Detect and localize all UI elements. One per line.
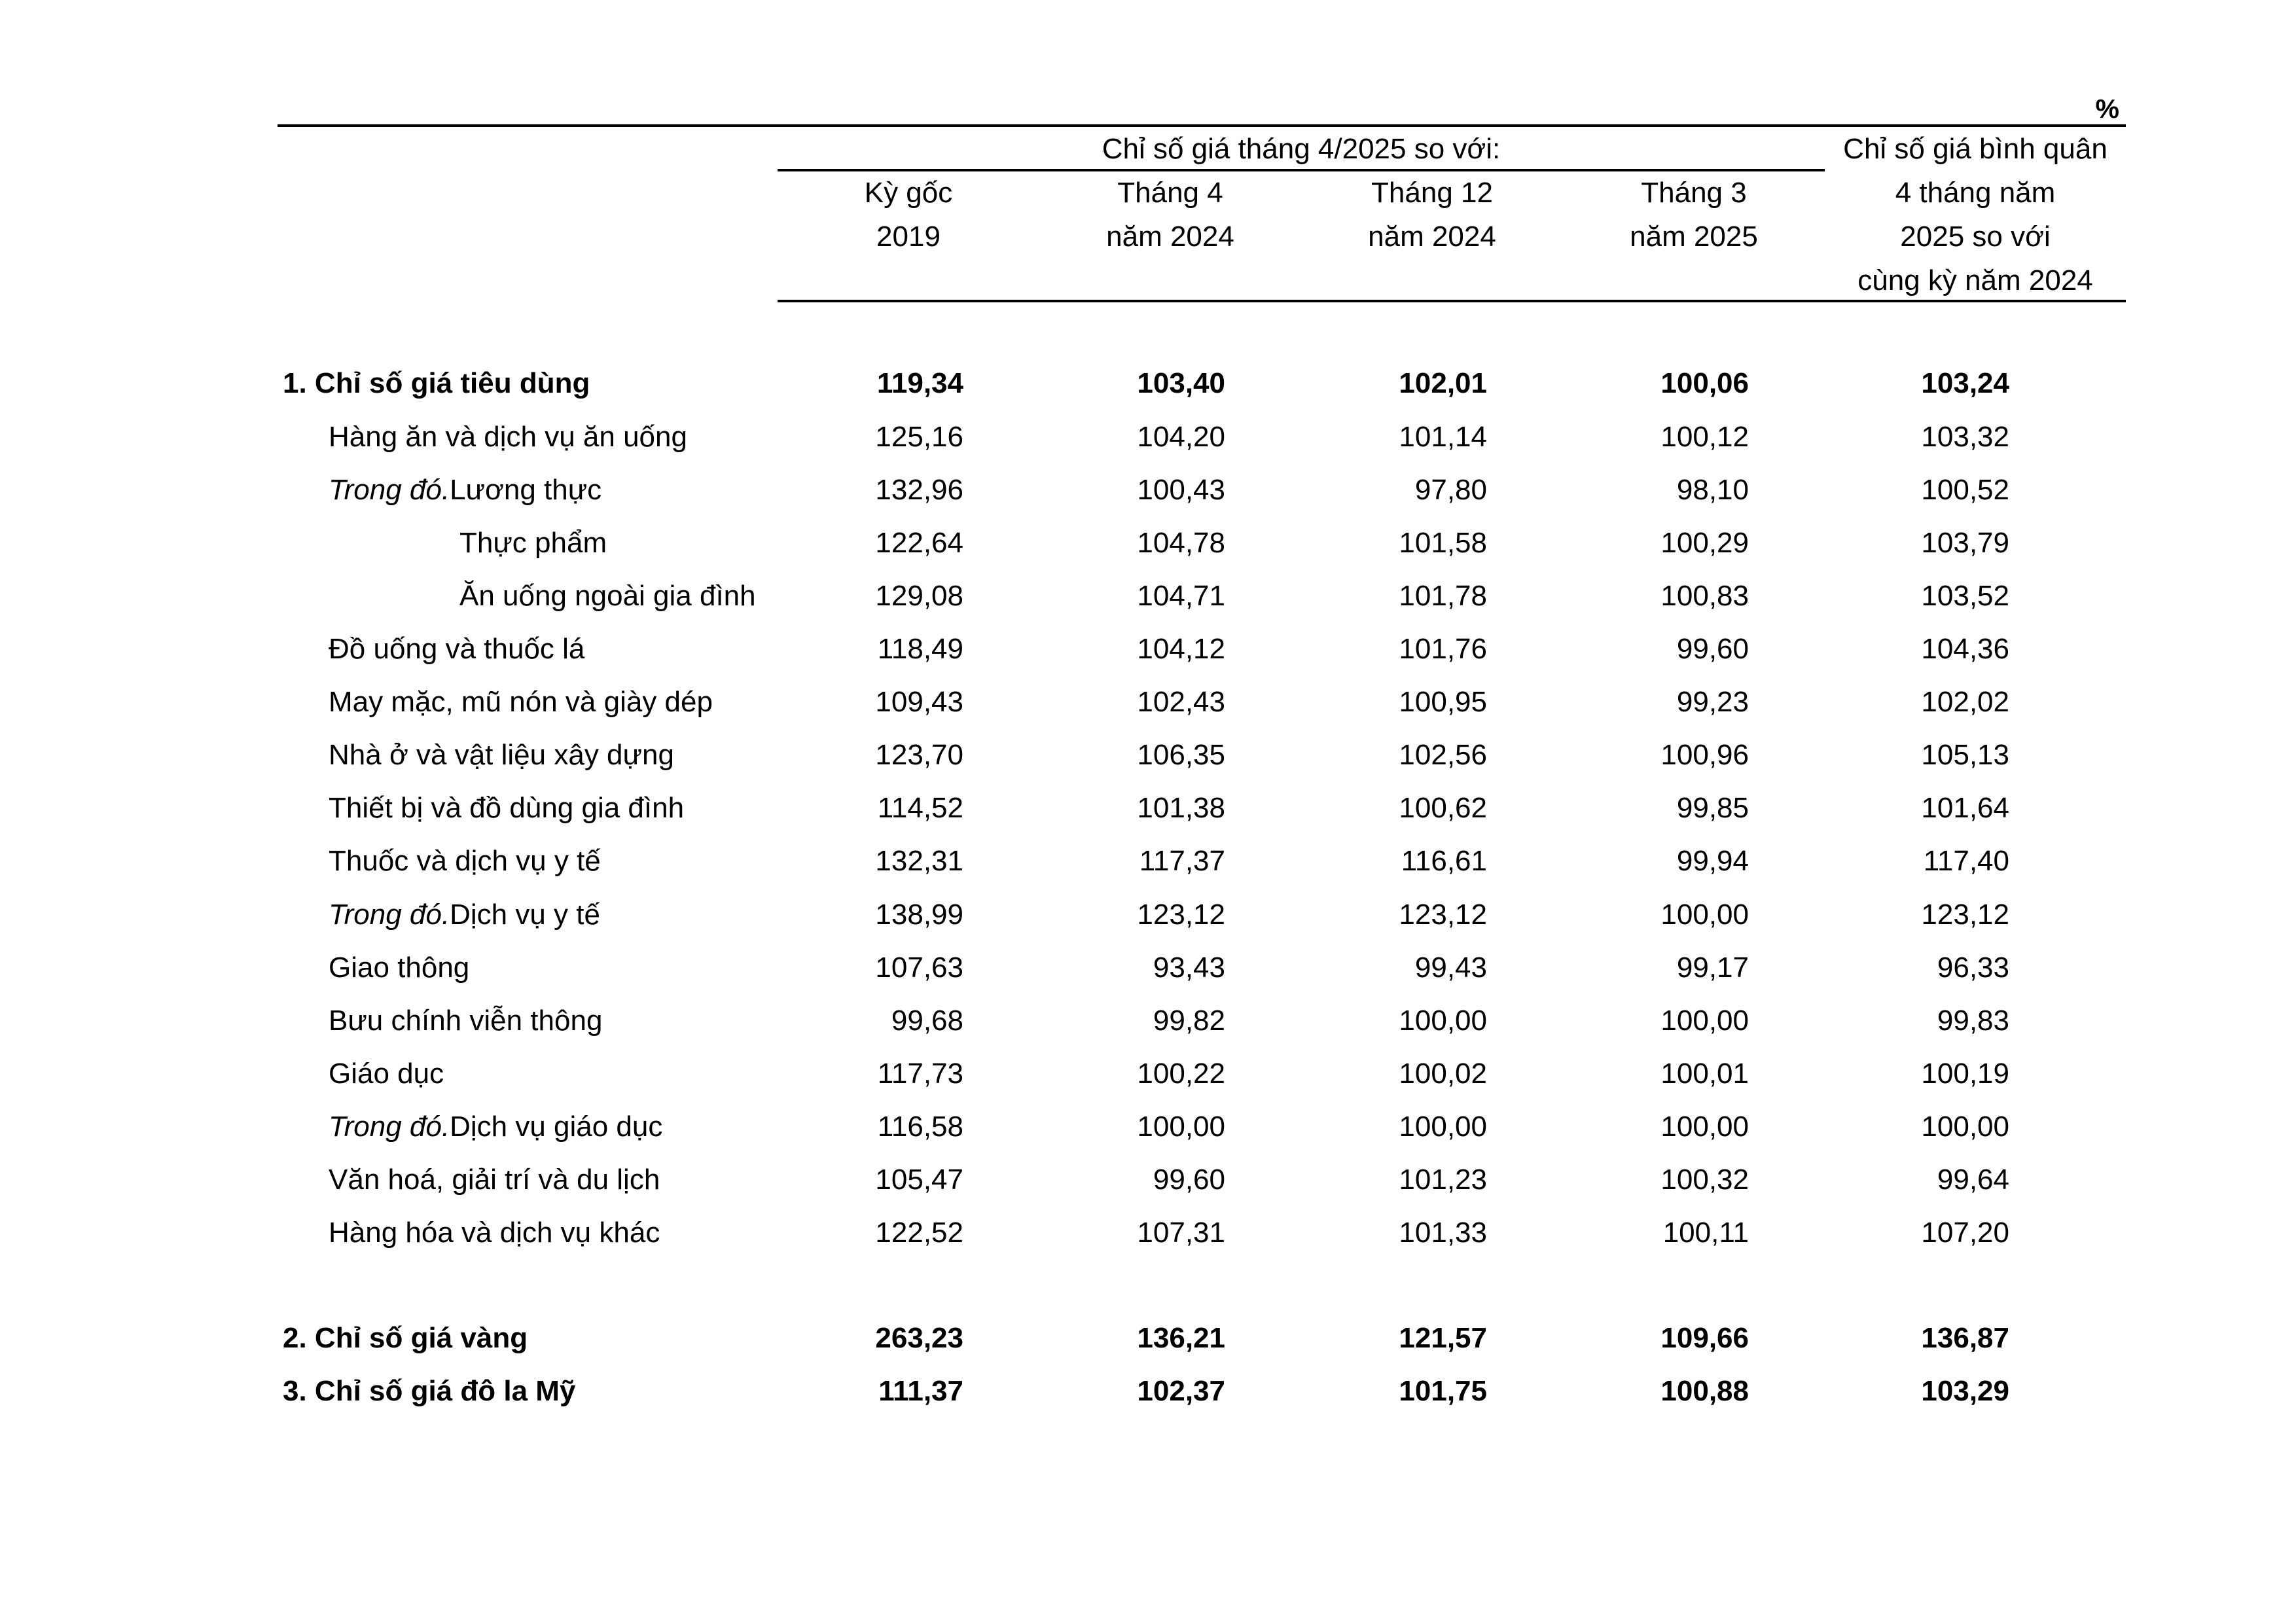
- value-cell: 100,88: [1660, 1375, 1749, 1407]
- row-label-text: May mặc, mũ nón và giày dép: [329, 686, 713, 718]
- value-cell: 102,01: [1399, 367, 1487, 399]
- row-label: [329, 889, 600, 941]
- value-cell: 98,10: [1676, 474, 1749, 506]
- table-row: [0, 517, 2296, 569]
- value-cell: 101,38: [1137, 792, 1225, 824]
- value-cell: 122,52: [875, 1217, 963, 1249]
- value-cell: 100,01: [1660, 1058, 1749, 1090]
- value-cell: 118,49: [877, 633, 963, 665]
- value-cell: 99,43: [1414, 952, 1487, 984]
- table-row: [0, 357, 2296, 410]
- value-cell: 103,32: [1921, 421, 2009, 453]
- value-cell: 100,00: [1137, 1111, 1225, 1143]
- value-cell: 100,00: [1921, 1111, 2009, 1143]
- row-label-text: Hàng hóa và dịch vụ khác: [329, 1217, 660, 1249]
- value-cell: 123,70: [875, 739, 963, 771]
- value-cell: 103,24: [1921, 367, 2009, 399]
- value-cell: 117,40: [1923, 845, 2009, 877]
- col-header-line: năm 2025: [1630, 221, 1758, 253]
- row-label: [459, 570, 756, 622]
- row-label-text: 1. Chỉ số giá tiêu dùng: [283, 367, 590, 399]
- value-cell: 100,00: [1399, 1005, 1487, 1037]
- value-cell: 99,94: [1676, 845, 1749, 877]
- row-label: [283, 1365, 575, 1418]
- row-label-text: 2. Chỉ số giá vàng: [283, 1322, 528, 1354]
- value-cell: 100,00: [1660, 899, 1749, 931]
- col-header-line: Tháng 3: [1641, 177, 1747, 209]
- row-label-text: Giáo dục: [329, 1058, 444, 1090]
- col-header-line: năm 2024: [1368, 221, 1496, 253]
- value-cell: 101,23: [1399, 1164, 1487, 1196]
- table-row: [0, 889, 2296, 941]
- row-label-prefix: Trong đó.: [329, 899, 450, 931]
- value-cell: 100,62: [1399, 792, 1487, 824]
- row-label-text: Bưu chính viễn thông: [329, 1005, 603, 1037]
- table-row: [0, 995, 2296, 1047]
- value-cell: 132,31: [875, 845, 963, 877]
- value-cell: 99,85: [1676, 792, 1749, 824]
- value-cell: 101,64: [1921, 792, 2009, 824]
- col-header-line: năm 2024: [1106, 221, 1234, 253]
- value-cell: 105,13: [1921, 739, 2009, 771]
- value-cell: 100,95: [1399, 686, 1487, 718]
- value-cell: 99,60: [1153, 1164, 1225, 1196]
- value-cell: 101,75: [1399, 1375, 1487, 1407]
- row-label: [329, 1101, 662, 1153]
- row-label: [329, 464, 601, 516]
- row-label: [329, 729, 674, 781]
- value-cell: 121,57: [1399, 1322, 1487, 1354]
- row-label: [329, 942, 469, 994]
- table-row: [0, 1312, 2296, 1364]
- value-cell: 116,58: [877, 1111, 963, 1143]
- row-label-text: Lương thực: [450, 474, 602, 506]
- value-cell: 100,52: [1921, 474, 2009, 506]
- row-label-text: Đồ uống và thuốc lá: [329, 633, 585, 665]
- unit-label: %: [2095, 94, 2119, 124]
- row-label-text: Thực phẩm: [459, 527, 607, 559]
- table-row: [0, 729, 2296, 781]
- header-bottom-rule: [778, 300, 2126, 302]
- row-label-text: Văn hoá, giải trí và du lịch: [329, 1164, 660, 1196]
- row-label-text: Dịch vụ y tế: [450, 899, 600, 931]
- value-cell: 132,96: [875, 474, 963, 506]
- value-cell: 103,79: [1921, 527, 2009, 559]
- row-label-text: 3. Chỉ số giá đô la Mỹ: [283, 1375, 576, 1407]
- row-label-prefix: Trong đó.: [329, 1111, 450, 1143]
- row-label-prefix: Trong đó.: [329, 474, 450, 506]
- table-row: [0, 942, 2296, 994]
- value-cell: 102,43: [1137, 686, 1225, 718]
- col-header-line: Kỳ gốc: [864, 177, 953, 209]
- value-cell: 97,80: [1414, 474, 1487, 506]
- row-label-text: Thuốc và dịch vụ y tế: [329, 845, 601, 877]
- value-cell: 111,37: [878, 1375, 963, 1407]
- value-cell: 136,21: [1137, 1322, 1225, 1354]
- value-cell: 107,20: [1921, 1217, 2009, 1249]
- value-cell: 100,00: [1660, 1005, 1749, 1037]
- value-cell: 99,60: [1676, 633, 1749, 665]
- row-label-text: Nhà ở và vật liệu xây dựng: [329, 739, 674, 771]
- value-cell: 103,29: [1921, 1375, 2009, 1407]
- col-header-line: Chỉ số giá bình quân: [1843, 133, 2108, 165]
- value-cell: 100,00: [1660, 1111, 1749, 1143]
- value-cell: 99,23: [1676, 686, 1749, 718]
- table-row: [0, 676, 2296, 728]
- value-cell: 100,00: [1399, 1111, 1487, 1143]
- row-label-text: Giao thông: [329, 952, 470, 984]
- value-cell: 101,76: [1399, 633, 1487, 665]
- value-cell: 101,58: [1399, 527, 1487, 559]
- row-label: [329, 1048, 444, 1100]
- col-header-line: 4 tháng năm: [1895, 177, 2056, 209]
- table-row: [0, 1154, 2296, 1206]
- value-cell: 104,20: [1137, 421, 1225, 453]
- row-label: [329, 1154, 660, 1206]
- value-cell: 100,32: [1660, 1164, 1749, 1196]
- value-cell: 117,37: [1139, 845, 1225, 877]
- table-row: [0, 1048, 2296, 1100]
- value-cell: 101,14: [1399, 421, 1487, 453]
- value-cell: 119,34: [876, 367, 963, 399]
- value-cell: 100,96: [1660, 739, 1749, 771]
- row-label-text: Hàng ăn và dịch vụ ăn uống: [329, 421, 687, 453]
- value-cell: 100,83: [1660, 580, 1749, 612]
- value-cell: 100,43: [1137, 474, 1225, 506]
- row-label: [459, 517, 607, 569]
- row-label: [329, 623, 584, 675]
- value-cell: 99,17: [1676, 952, 1749, 984]
- value-cell: 100,29: [1660, 527, 1749, 559]
- value-cell: 100,12: [1660, 421, 1749, 453]
- value-cell: 101,33: [1399, 1217, 1487, 1249]
- value-cell: 263,23: [875, 1322, 963, 1354]
- table-row: [0, 1365, 2296, 1418]
- value-cell: 99,82: [1153, 1005, 1225, 1037]
- table-row: [0, 1101, 2296, 1153]
- value-cell: 123,12: [1399, 899, 1487, 931]
- value-cell: 99,68: [891, 1005, 963, 1037]
- col-header-line: Tháng 4: [1117, 177, 1223, 209]
- col-header-line: 2019: [876, 221, 941, 253]
- row-label-text: Dịch vụ giáo dục: [450, 1111, 663, 1143]
- table-row: [0, 835, 2296, 887]
- value-cell: 104,36: [1921, 633, 2009, 665]
- col-header-line: cùng kỳ năm 2024: [1857, 264, 2093, 296]
- row-label: [329, 835, 601, 887]
- row-label: [283, 357, 590, 410]
- table-row: [0, 570, 2296, 622]
- value-cell: 122,64: [875, 527, 963, 559]
- row-label-text: Ăn uống ngoài gia đình: [459, 580, 756, 612]
- col-header-apr-2024: [1039, 171, 1301, 259]
- value-cell: 103,52: [1921, 580, 2009, 612]
- value-cell: 116,61: [1401, 845, 1487, 877]
- table-row: [0, 411, 2296, 463]
- col-header-avg-4-months: [1825, 127, 2126, 302]
- row-label: [329, 411, 687, 463]
- value-cell: 100,02: [1399, 1058, 1487, 1090]
- row-label: [283, 1312, 528, 1364]
- value-cell: 93,43: [1153, 952, 1225, 984]
- value-cell: 103,40: [1137, 367, 1225, 399]
- col-header-line: 2025 so với: [1900, 221, 2051, 253]
- value-cell: 136,87: [1921, 1322, 2009, 1354]
- value-cell: 107,31: [1137, 1217, 1225, 1249]
- value-cell: 129,08: [875, 580, 963, 612]
- col-header-mar-2025: [1563, 171, 1825, 259]
- value-cell: 100,19: [1921, 1058, 2009, 1090]
- value-cell: 100,11: [1662, 1217, 1749, 1249]
- value-cell: 100,22: [1137, 1058, 1225, 1090]
- value-cell: 99,83: [1937, 1005, 2009, 1037]
- row-label-text: Thiết bị và đồ dùng gia đình: [329, 792, 685, 824]
- col-header-dec-2024: [1301, 171, 1563, 259]
- value-cell: 109,66: [1660, 1322, 1749, 1354]
- table-row: [0, 464, 2296, 516]
- value-cell: 117,73: [877, 1058, 963, 1090]
- table-row: [0, 782, 2296, 834]
- value-cell: 104,12: [1137, 633, 1225, 665]
- col-header-line: Tháng 12: [1371, 177, 1493, 209]
- value-cell: 106,35: [1137, 739, 1225, 771]
- row-label: [329, 995, 602, 1047]
- table-row: [0, 623, 2296, 675]
- table-row: [0, 1207, 2296, 1259]
- value-cell: 102,56: [1399, 739, 1487, 771]
- value-cell: 101,78: [1399, 580, 1487, 612]
- value-cell: 109,43: [875, 686, 963, 718]
- row-label: [329, 782, 684, 834]
- group-header-title: Chỉ số giá tháng 4/2025 so với:: [1102, 133, 1501, 165]
- value-cell: 105,47: [875, 1164, 963, 1196]
- value-cell: 96,33: [1937, 952, 2009, 984]
- row-label: [329, 1207, 660, 1259]
- value-cell: 104,78: [1137, 527, 1225, 559]
- value-cell: 104,71: [1137, 580, 1225, 612]
- value-cell: 123,12: [1921, 899, 2009, 931]
- value-cell: 138,99: [875, 899, 963, 931]
- col-header-base-2019: [778, 171, 1039, 259]
- value-cell: 100,06: [1660, 367, 1749, 399]
- value-cell: 99,64: [1937, 1164, 2009, 1196]
- value-cell: 102,37: [1137, 1375, 1225, 1407]
- row-label: [329, 676, 713, 728]
- value-cell: 114,52: [877, 792, 963, 824]
- value-cell: 102,02: [1921, 686, 2009, 718]
- value-cell: 107,63: [875, 952, 963, 984]
- value-cell: 125,16: [875, 421, 963, 453]
- value-cell: 123,12: [1137, 899, 1225, 931]
